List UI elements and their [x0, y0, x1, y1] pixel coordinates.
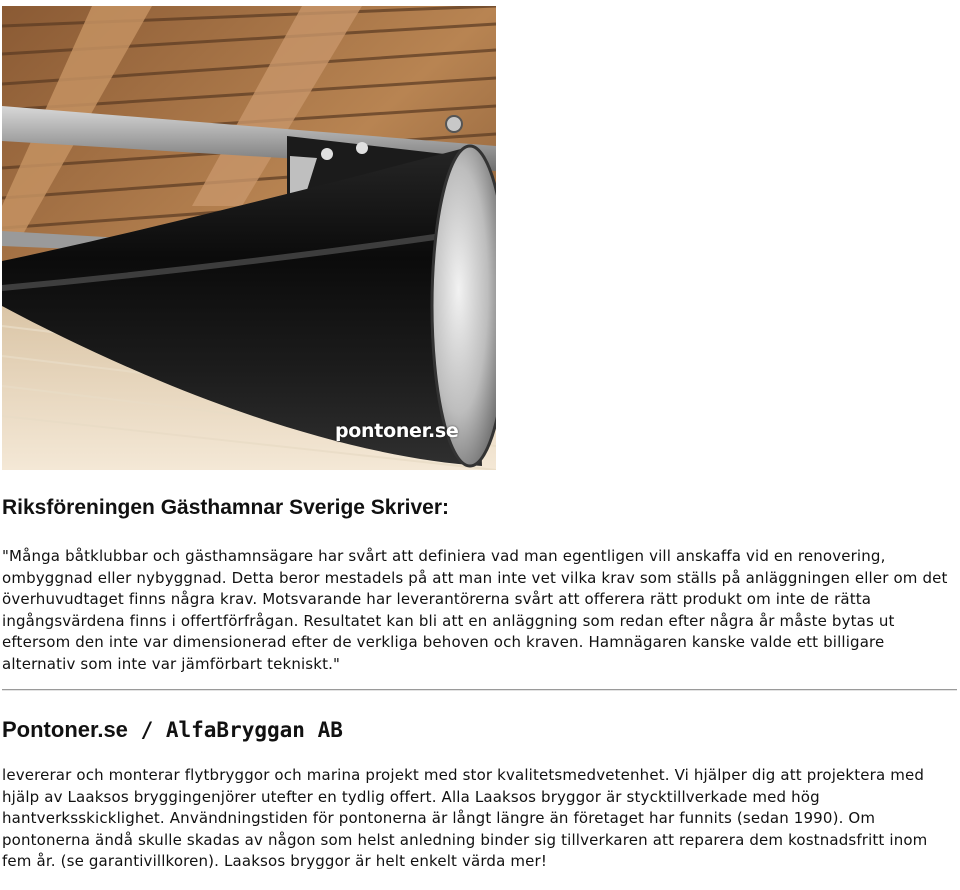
- horizontal-divider: [2, 689, 957, 691]
- section-heading: Riksföreningen Gästhamnar Sverige Skriver:: [2, 496, 449, 519]
- pontoon-illustration: [2, 6, 496, 470]
- company-description: levererar och monterar flytbryggor och marina projekt med stor kvalitetsmedvetenhet. Vi hjälper dig att projektera med hjälp av Laaksos bryggingenjörer utefter en tydlig offert. Alla Laaksos bryggor är stycktillverkade med hög hantverksskicklighet. Användningstiden för pontonerna är långt längre än företaget har funnits (sedan 1990). Om pontonerna ändå skulle skadas av någon som helst anledning binder sig tillverkaren att reparera dem kostnadsfritt inom fem år. (se garantivillkoren). Laaksos bryggor är helt enkelt värda mer!: [2, 766, 928, 870]
- company-title: [2, 716, 343, 744]
- quote-paragraph: "Många båtklubbar och gästhamnsägare har svårt att definiera vad man egentligen vill anskaffa vid en renovering, ombyggnad eller nybyggnad. Detta beror mestadels på att man inte vet vilka krav som ställs på anläggningen eller om det överhuvudtaget finns några krav. Motsvarande har leverantörerna svårt att offerera rätt produkt om inte de rätta ingångsvärdena finns i offertförfrågan. Resultatet kan bli att en anläggning som redan efter några år måste bytas ut eftersom den inte var dimensionerad efter de verkliga behoven och kraven. Hamnägaren kanske valde ett billigare alternativ som inte var jämförbart tekniskt.": [2, 547, 948, 673]
- pontoon-photo: [2, 6, 496, 470]
- watermark-text: pontoner.se: [335, 420, 459, 442]
- company-name: Pontoner.se: [2, 717, 128, 742]
- company-name-rest: / AlfaBryggan AB: [127, 718, 343, 742]
